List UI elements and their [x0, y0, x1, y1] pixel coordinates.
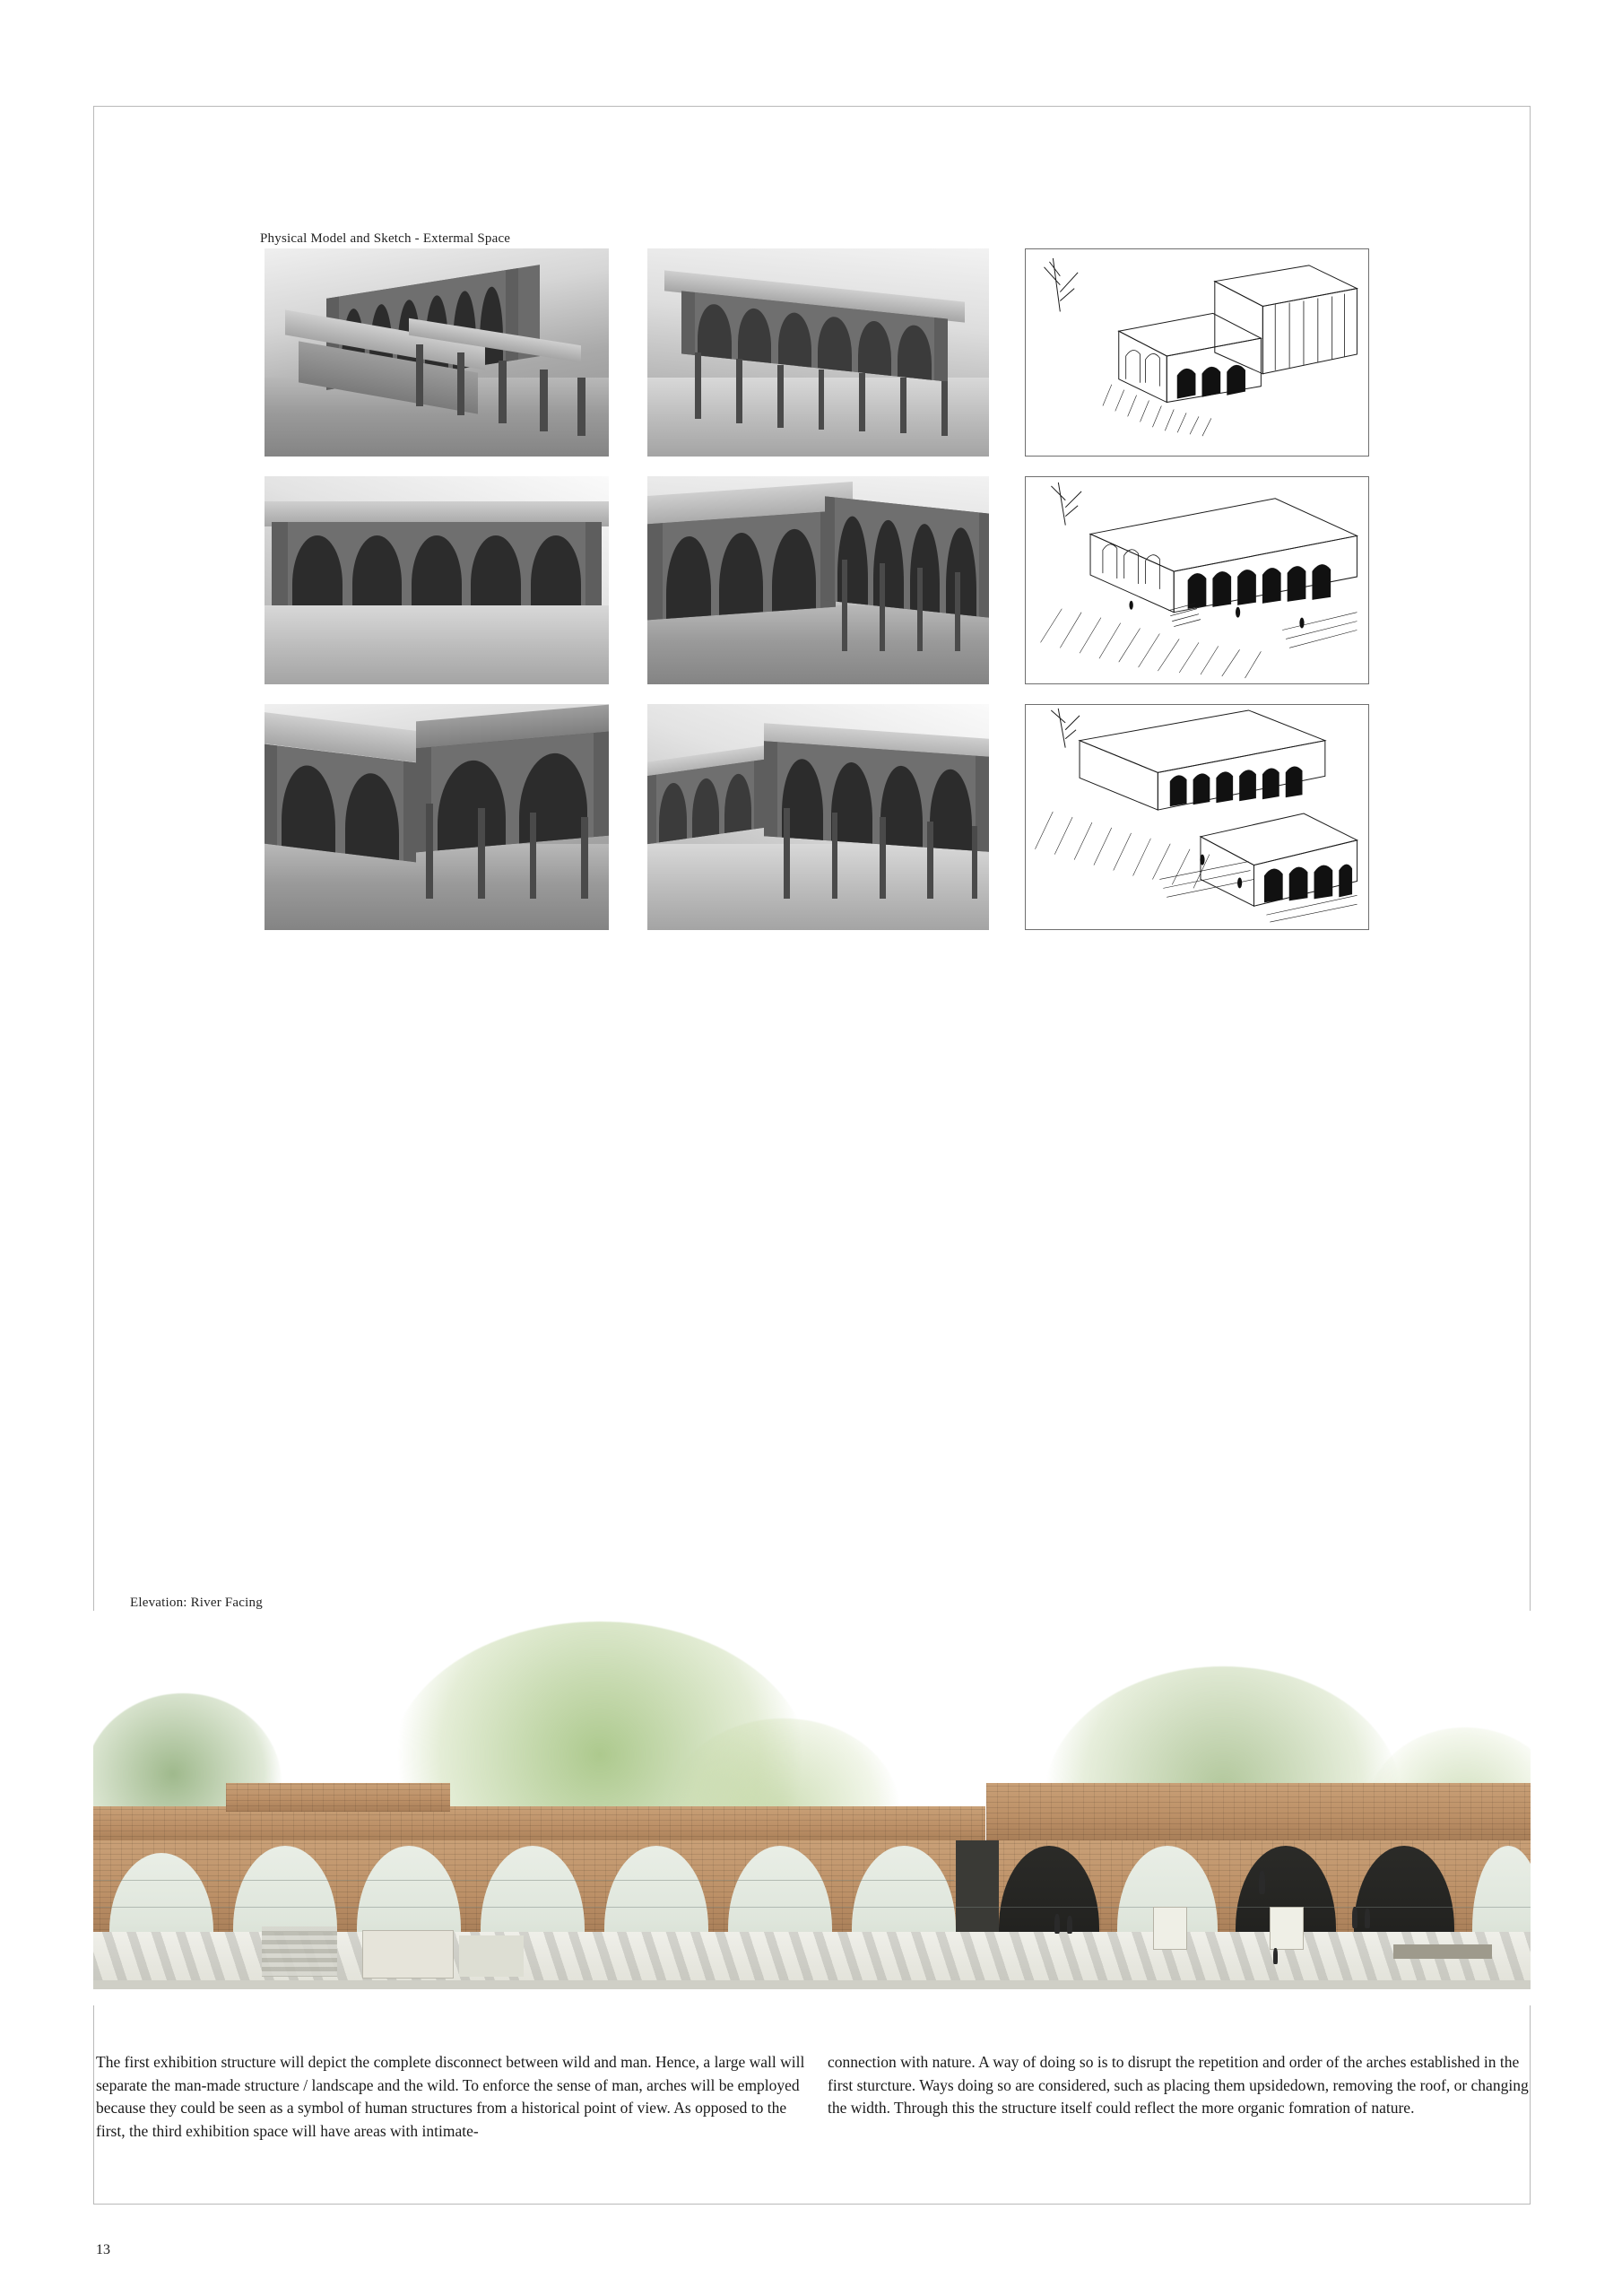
model-sketch-grid: [265, 248, 1369, 930]
paragraph-left: The first exhibition structure will depict the complete disconnect between wild and man. Hence, a large wall will separate the man-made structure / landscape and the wild. To enforce the sense of man, arches will be employed because they could be seen as a symbol of human structures from a historical point of view. As opposed to the first, the third exhibition space will have areas with intimate-: [96, 2053, 805, 2140]
sketch-axonometric-with-landscape: [1025, 476, 1369, 684]
sketch-axonometric-sloped-site: [1025, 704, 1369, 930]
sketch-svg-1: [1026, 249, 1368, 456]
section-label-elevation: Elevation: River Facing: [130, 1596, 263, 1610]
sketch-svg-2: [1026, 477, 1368, 683]
interior-panel: [459, 1935, 524, 1977]
scale-figure: [1365, 1909, 1370, 1928]
sketch-svg-3: [1026, 705, 1368, 929]
scale-figure: [1259, 1871, 1265, 1894]
model-photo-arcade-elevation: [265, 476, 609, 684]
model-photo-aerial-walls: [265, 248, 609, 457]
scale-figure: [1352, 1907, 1357, 1928]
glazing-line: [93, 1880, 954, 1881]
interior-furniture: [1393, 1944, 1492, 1959]
interior-stair: [262, 1926, 337, 1977]
brick-parapet-left-raised: [226, 1783, 450, 1812]
scale-figure: [1067, 1916, 1072, 1934]
scale-figure: [1054, 1914, 1060, 1934]
brick-parapet-left: [93, 1806, 985, 1842]
page-number: 13: [96, 2242, 110, 2257]
interior-window: [1153, 1907, 1187, 1950]
model-photo-arcade-perspective: [647, 704, 989, 930]
body-text-right-column: [828, 2051, 1536, 2120]
interior-window: [1270, 1907, 1304, 1950]
sketch-axonometric-two-volumes: [1025, 248, 1369, 457]
interior-panel: [362, 1930, 454, 1979]
river-facing-elevation-render: [93, 1611, 1531, 2005]
ground-baseline: [93, 1980, 1531, 1989]
recess-gap: [956, 1840, 999, 1941]
model-photo-interior-corner: [265, 704, 609, 930]
scale-figure: [1273, 1948, 1278, 1964]
body-text-left-column: [96, 2051, 813, 2143]
brick-parapet-right: [986, 1783, 1531, 1840]
model-photo-long-arcade: [647, 248, 989, 457]
glazing-line: [93, 1907, 1531, 1908]
model-photo-interior-columns: [647, 476, 989, 684]
section-label-models: Physical Model and Sketch - Extermal Space: [260, 231, 511, 246]
paragraph-right: connection with nature. A way of doing so is to disrupt the repetition and order of the arches established in the first sturcture. Ways doing so are considered, such as placing them upsidedown, removing the roof, or changing the width. Through this the structure itself could reflect the more organic fomration of nature.: [828, 2053, 1529, 2117]
